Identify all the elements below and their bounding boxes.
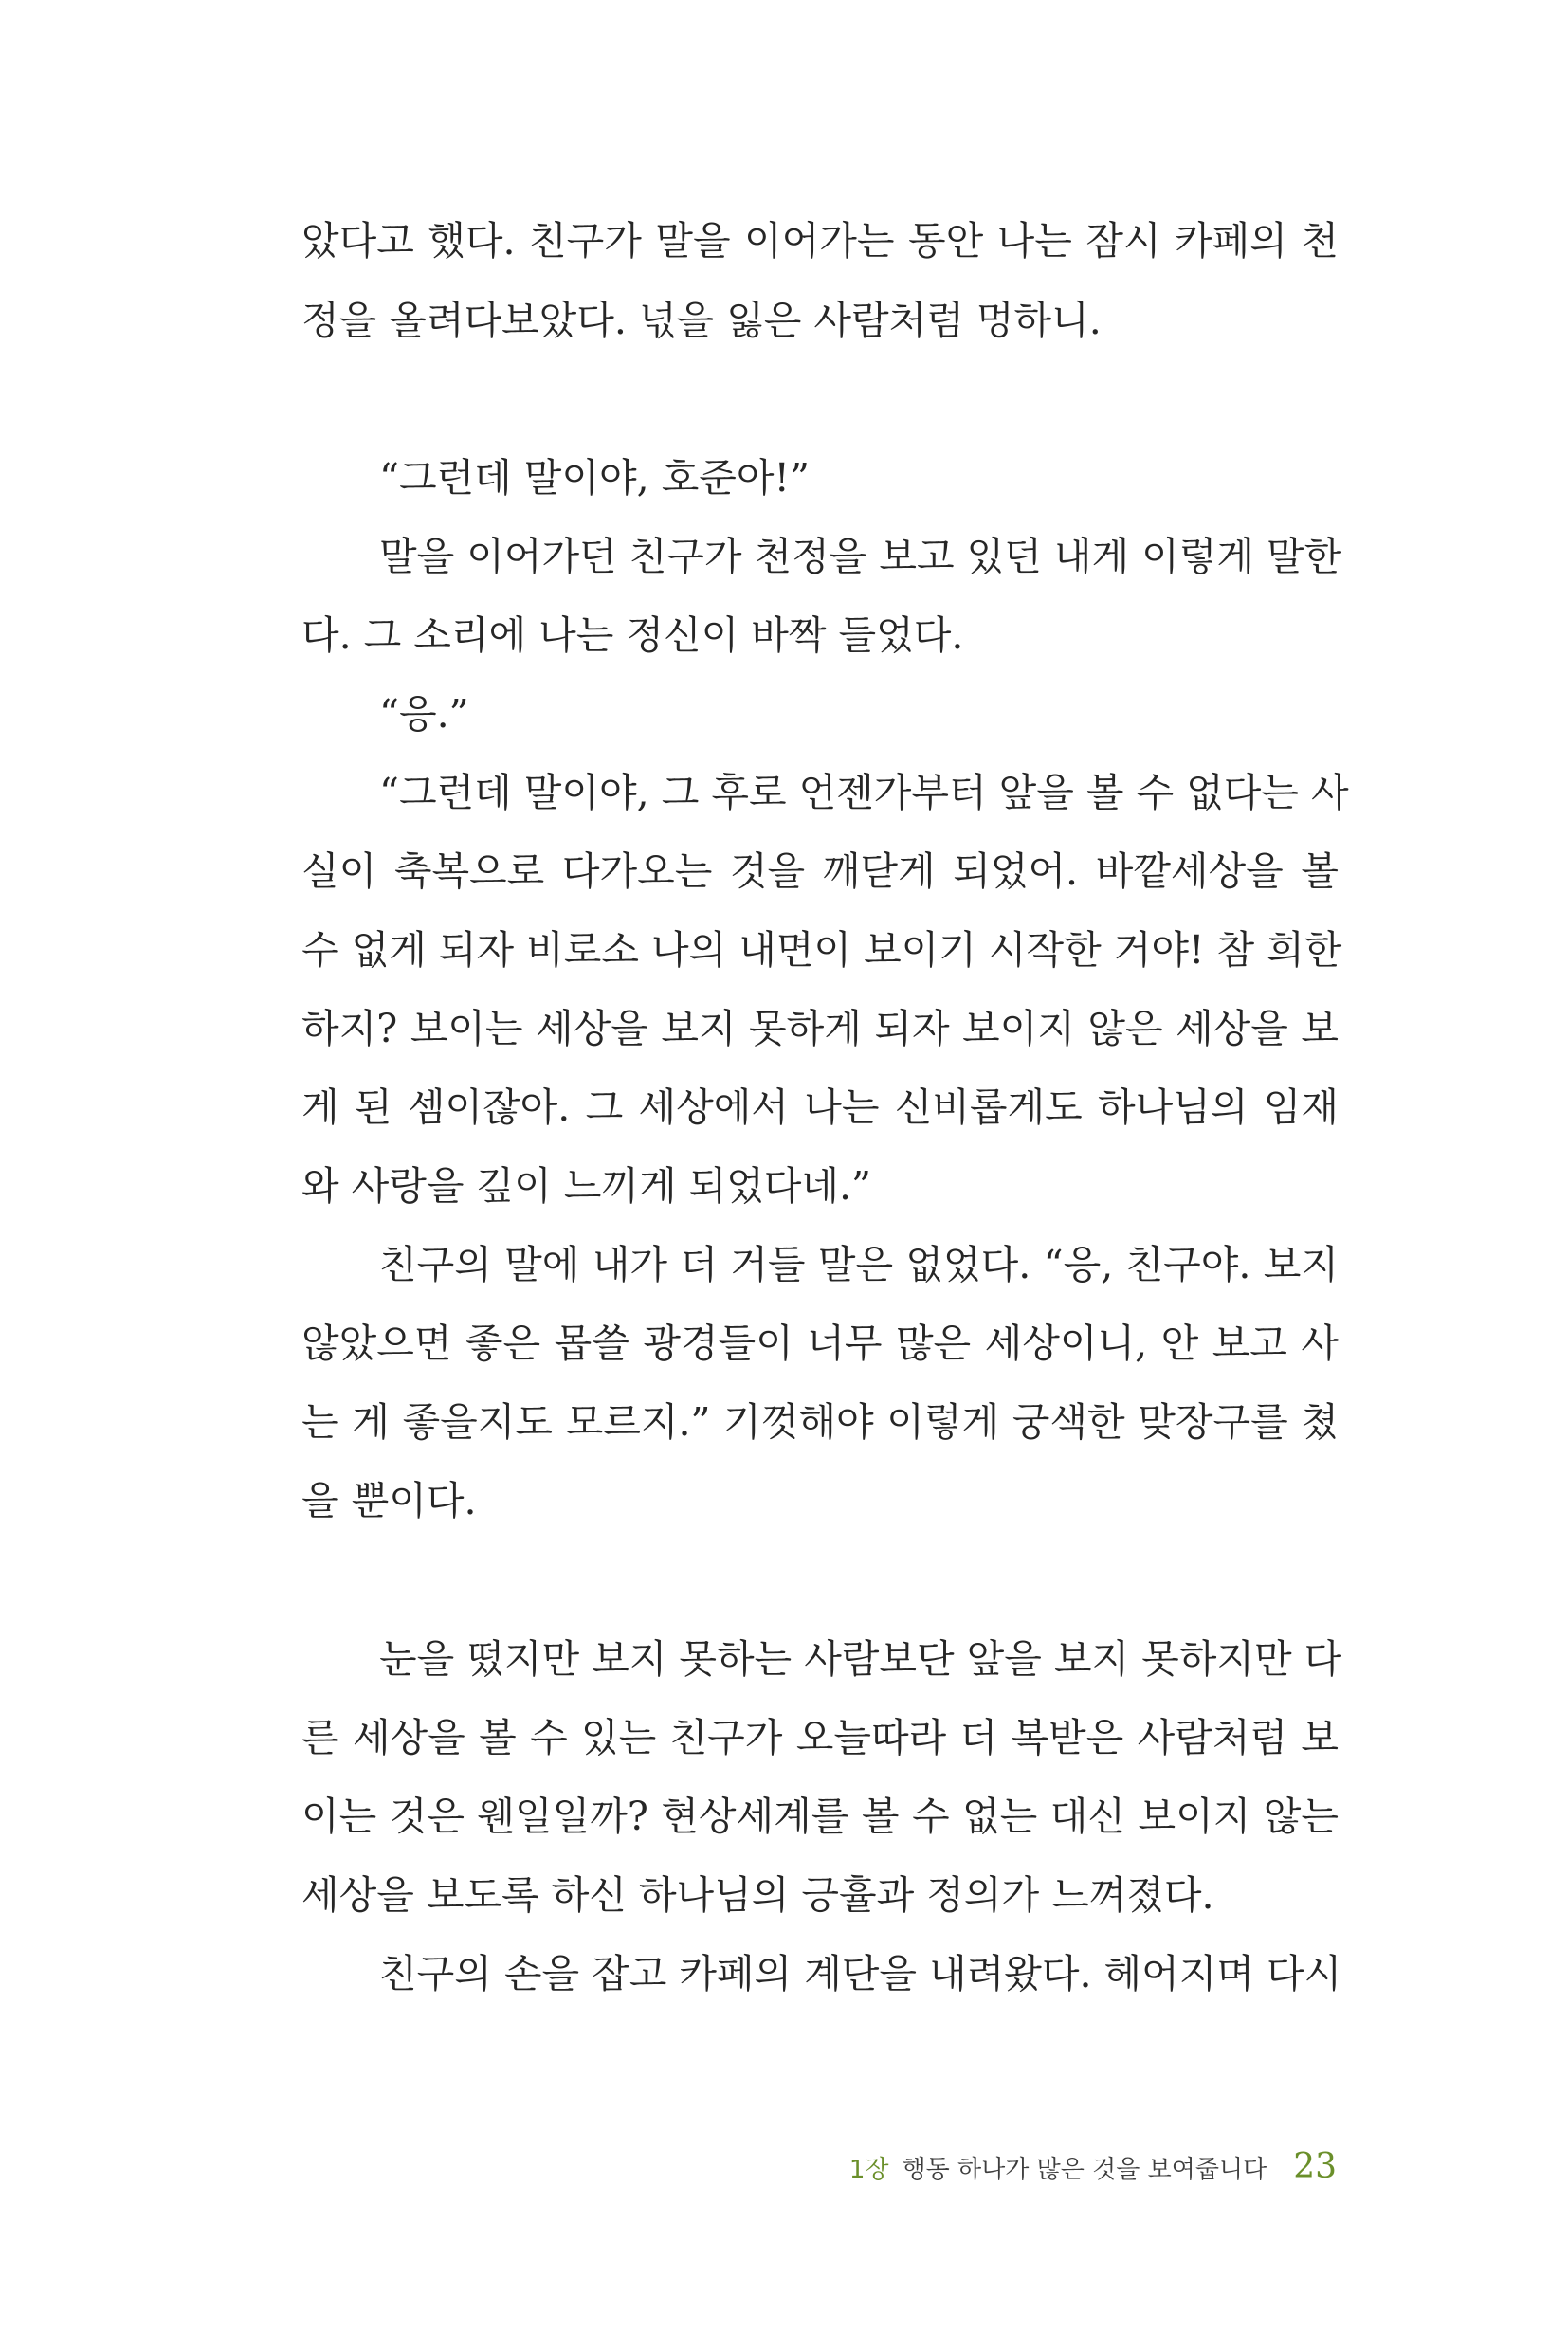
text-line: 않았으면 좋은 몹쓸 광경들이 너무 많은 세상이니, 안 보고 사 xyxy=(301,1321,1339,1366)
text-line: “그런데 말이야, 그 후로 언젠가부터 앞을 볼 수 없다는 사 xyxy=(379,770,1349,815)
text-line: 친구의 말에 내가 더 거들 말은 없었다. “응, 친구야. 보지 xyxy=(379,1242,1339,1287)
chapter-label: 1장 xyxy=(848,2156,889,2184)
text-line: “그런데 말이야, 호준아!” xyxy=(379,455,810,501)
text-line: 는 게 좋을지도 모르지.” 기껏해야 이렇게 궁색한 맞장구를 쳤 xyxy=(301,1399,1339,1445)
text-line: 세상을 보도록 하신 하나님의 긍휼과 정의가 느껴졌다. xyxy=(301,1872,1214,1918)
text-line: 이는 것은 웬일일까? 현상세계를 볼 수 없는 대신 보이지 않는 xyxy=(301,1794,1339,1839)
text-line: 았다고 했다. 친구가 말을 이어가는 동안 나는 잠시 카페의 천 xyxy=(301,218,1339,264)
text-line: 게 된 셈이잖아. 그 세상에서 나는 신비롭게도 하나님의 임재 xyxy=(301,1084,1339,1130)
page-number: 23 xyxy=(1293,2147,1337,2186)
text-line: 른 세상을 볼 수 있는 친구가 오늘따라 더 복받은 사람처럼 보 xyxy=(301,1715,1339,1760)
text-line: 와 사랑을 깊이 느끼게 되었다네.” xyxy=(301,1163,872,1209)
text-line: “응.” xyxy=(379,691,469,737)
text-line: 수 없게 되자 비로소 나의 내면이 보이기 시작한 거야! 참 희한 xyxy=(301,927,1342,973)
text-line: 친구의 손을 잡고 카페의 계단을 내려왔다. 헤어지며 다시 xyxy=(379,1951,1342,1996)
text-line: 하지? 보이는 세상을 보지 못하게 되자 보이지 않은 세상을 보 xyxy=(301,1006,1339,1051)
text-line: 눈을 떴지만 보지 못하는 사람보단 앞을 보지 못하지만 다 xyxy=(379,1636,1342,1682)
chapter-title xyxy=(849,2150,1267,2185)
text-line: 다. 그 소리에 나는 정신이 바짝 들었다. xyxy=(301,612,964,658)
text-line: 을 뿐이다. xyxy=(301,1478,477,1523)
running-footer xyxy=(849,2147,1337,2186)
text-line: 말을 이어가던 친구가 천정을 보고 있던 내게 이렇게 말한 xyxy=(379,534,1342,579)
text-line: 정을 올려다보았다. 넋을 잃은 사람처럼 멍하니. xyxy=(301,298,1102,343)
text-line: 실이 축복으로 다가오는 것을 깨닫게 되었어. 바깥세상을 볼 xyxy=(301,848,1339,894)
chapter-title-text: 행동 하나가 많은 것을 보여줍니다 xyxy=(902,2156,1267,2184)
